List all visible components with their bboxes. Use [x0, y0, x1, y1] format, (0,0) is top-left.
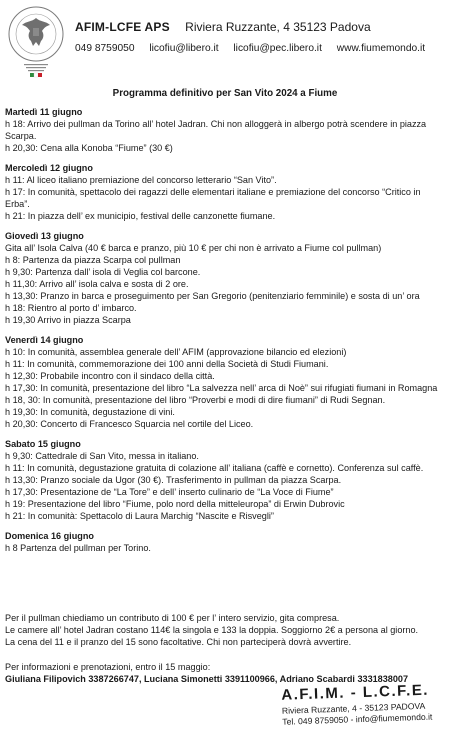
day-title: Venerdì 14 giugno [5, 335, 84, 345]
day-title: Giovedì 13 giugno [5, 231, 84, 241]
event-line: h 21: In piazza dell’ ex municipio, festival delle canzonette fiumane. [5, 211, 276, 221]
event-line: h 10: In comunità, assemblea generale dell’ AFIM (approvazione bilancio ed elezioni) [5, 347, 347, 357]
event-line: h 19,30: In comunità, degustazione di vini. [5, 407, 175, 417]
day-section [5, 230, 445, 326]
note-line: La cena del 11 e il pranzo del 15 sono facoltative. Chi non parteciperà dovrà avvertire. [5, 637, 352, 647]
event-line: h 13,30: Pranzo sociale da Ugor (30 €). Trasferimento in pullman da piazza Scarpa. [5, 475, 342, 485]
event-line: h 8: Partenza da piazza Scarpa col pullman [5, 255, 181, 265]
contact-line [75, 43, 425, 54]
day-title: Sabato 15 giugno [5, 439, 81, 449]
letterhead [0, 0, 450, 80]
event-line: h 20,30: Cena alla Konoba “Fiume” (30 €) [5, 143, 173, 153]
contacts-intro: Per informazioni e prenotazioni, entro il 15 maggio: [5, 662, 211, 672]
organization-name: AFIM-LCFE APS [75, 20, 170, 34]
event-line: h 11: Al liceo italiano premiazione del concorso letterario “San Vito”. [5, 175, 277, 185]
event-line: h 19,30 Arrivo in piazza Scarpa [5, 315, 131, 325]
stamp-tel: Tel. 049 8759050 - info@fiumemondo.it [282, 711, 433, 727]
day-title: Domenica 16 giugno [5, 531, 94, 541]
note-line: Per il pullman chiediamo un contributo di 100 € per l’ intero servizio, gita compresa. [5, 613, 340, 623]
italian-flag-icon [30, 73, 42, 77]
event-line: h 19: Presentazione del libro “Fiume, polo nord della mitteleuropa” di Erwin Dubrovic [5, 499, 345, 509]
notes-section [5, 612, 445, 648]
event-line: h 11,30: Arrivo all’ isola calva e sosta di 2 ore. [5, 279, 189, 289]
day-section [5, 106, 445, 154]
organization-address: Riviera Ruzzante, 4 35123 Padova [185, 20, 371, 34]
organization-line [75, 20, 371, 34]
event-line: h 8 Partenza del pullman per Torino. [5, 543, 151, 553]
phone-number: 049 8759050 [75, 43, 135, 54]
day-section [5, 530, 445, 554]
event-line: h 17,30: In comunità, presentazione del libro “La salvezza nell’ arca di Noè” sui rifugiati fiumani in Romagna [5, 383, 438, 393]
day-title: Mercoledì 12 giugno [5, 163, 93, 173]
website-link[interactable]: www.fiumemondo.it [336, 43, 426, 54]
event-line: h 21: In comunità: Spettacolo di Laura Marchig “Nascite e Risvegli” [5, 511, 274, 521]
stamp-address: Riviera Ruzzante, 4 - 35123 PADOVA [281, 700, 426, 716]
event-line: Gita all’ Isola Calva (40 € barca e pranzo, più 10 € per chi non è arrivato a Fiume col pullman) [5, 243, 382, 253]
email-link[interactable]: licofiu@libero.it [149, 43, 219, 54]
contacts-names: Giuliana Filipovich 3387266747, Luciana Simonetti 3391100966, Adriano Scabardi 3331838007 [5, 674, 409, 684]
event-line: h 17,30: Presentazione de “La Tore” e dell’ inserto culinario de “La Voce di Fiume” [5, 487, 334, 497]
page-title: Programma definitivo per San Vito 2024 a Fiume [112, 88, 338, 99]
event-line: h 18: Arrivo dei pullman da Torino all’ hotel Jadran. Chi non alloggerà in albergo potrà scendere in piazza Scarpa. [5, 119, 427, 141]
stamp-name: A.F.I.M. - L.C.F.E. [281, 681, 430, 704]
event-line: h 11: In comunità, commemorazione dei 100 anni della Società di Studi Fiumani. [5, 359, 329, 369]
event-line: h 18: Rientro al porto d’ imbarco. [5, 303, 137, 313]
day-title: Martedì 11 giugno [5, 107, 83, 117]
day-section [5, 438, 445, 522]
event-line: h 11: In comunità, degustazione gratuita di colazione all’ italiana (caffè e cornetto). Conferenza sul caffè. [5, 463, 424, 473]
pec-email-link[interactable]: licofiu@pec.libero.it [233, 43, 322, 54]
event-line: h 17: In comunità, spettacolo dei ragazzi delle elementari italiane e premiazione del concorso “Critico in Erba”. [5, 187, 421, 209]
day-section [5, 334, 445, 430]
organization-stamp [281, 681, 443, 740]
event-line: h 18, 30: In comunità, presentazione del libro “Proverbi e modi di dire fiumani” di Rudi Segnan. [5, 395, 386, 405]
event-line: h 12,30: Probabile incontro con il sindaco della città. [5, 371, 215, 381]
event-line: h 20,30: Concerto di Francesco Squarcia nel cortile del Liceo. [5, 419, 254, 429]
association-logo [4, 4, 68, 78]
event-line: h 13,30: Pranzo in barca e proseguimento per San Gregorio (penitenziario femminile) e sosta di un’ ora [5, 291, 420, 301]
program-schedule [5, 106, 445, 562]
day-section [5, 162, 445, 222]
event-line: h 9,30: Cattedrale di San Vito, messa in italiano. [5, 451, 199, 461]
event-line: h 9,30: Partenza dall’ isola di Veglia col barcone. [5, 267, 201, 277]
note-line: Le camere all’ hotel Jadran costano 114€ la singola e 133 la doppia. Soggiorno 2€ a persona al giorno. [5, 625, 419, 635]
